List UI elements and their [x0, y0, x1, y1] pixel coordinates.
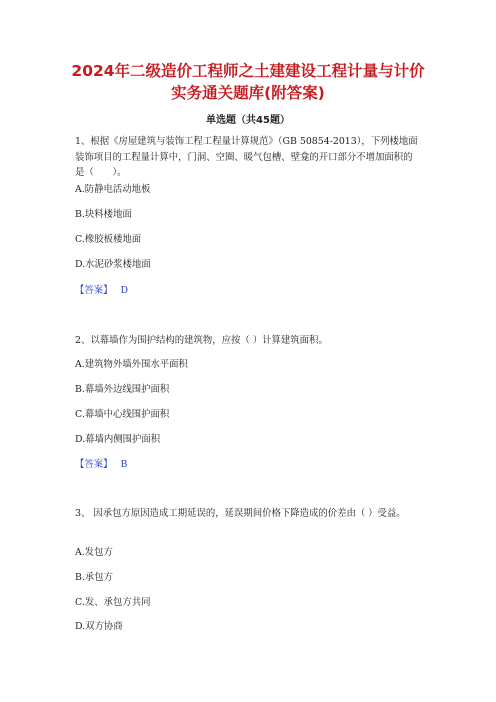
title-line-2: 实务通关题库(附答案)	[171, 84, 325, 102]
question-1-stem: 1、根据《房屋建筑与装饰工程工程量计算规范》（GB 50854-2013），下列楼地面装饰项目的工程量计算中，门洞、空圈、暖气包槽、壁龛的开口部分不增加面积的是（ ）。	[75, 136, 418, 178]
question-3-option-c: C.发、承包方共同	[75, 597, 151, 608]
answer-label: 【答案】	[75, 285, 113, 296]
section-heading: 单选题（共45题）	[206, 115, 290, 126]
question-3-stem: 3、 因承包方原因造成工期延误的，延误期间价格下降造成的价差由（ ）受益。	[75, 508, 406, 519]
title-line-1: 2024年二级造价工程师之土建建设工程计量与计价	[71, 62, 425, 80]
question-1-option-a: A.防静电活动地板	[75, 184, 151, 195]
question-2-option-b: B.幕墙外边线围护面积	[75, 384, 170, 395]
question-1-option-c: C.橡胶板楼地面	[75, 234, 142, 245]
question-2-option-a: A.建筑物外墙外围水平面积	[75, 359, 188, 370]
question-2-option-d: D.幕墙内侧围护面积	[75, 434, 161, 445]
answer-label: 【答案】	[75, 459, 113, 470]
question-2-answer	[75, 458, 127, 472]
question-1-answer	[75, 284, 128, 298]
question-3-option-a: A.发包方	[75, 547, 113, 558]
question-3-option-b: B.承包方	[75, 572, 113, 583]
answer-key: B	[120, 459, 128, 470]
question-2-stem: 2、以幕墙作为围护结构的建筑物，应按（ ）计算建筑面积。	[75, 335, 328, 346]
document-title	[40, 60, 456, 104]
question-1-option-d: D.水泥砂浆楼地面	[75, 259, 151, 270]
question-3-option-d: D.双方协商	[75, 621, 123, 632]
question-2-option-c: C.幕墙中心线围护面积	[75, 409, 170, 420]
answer-key: D	[120, 285, 129, 296]
question-1-option-b: B.块料楼地面	[75, 209, 132, 220]
